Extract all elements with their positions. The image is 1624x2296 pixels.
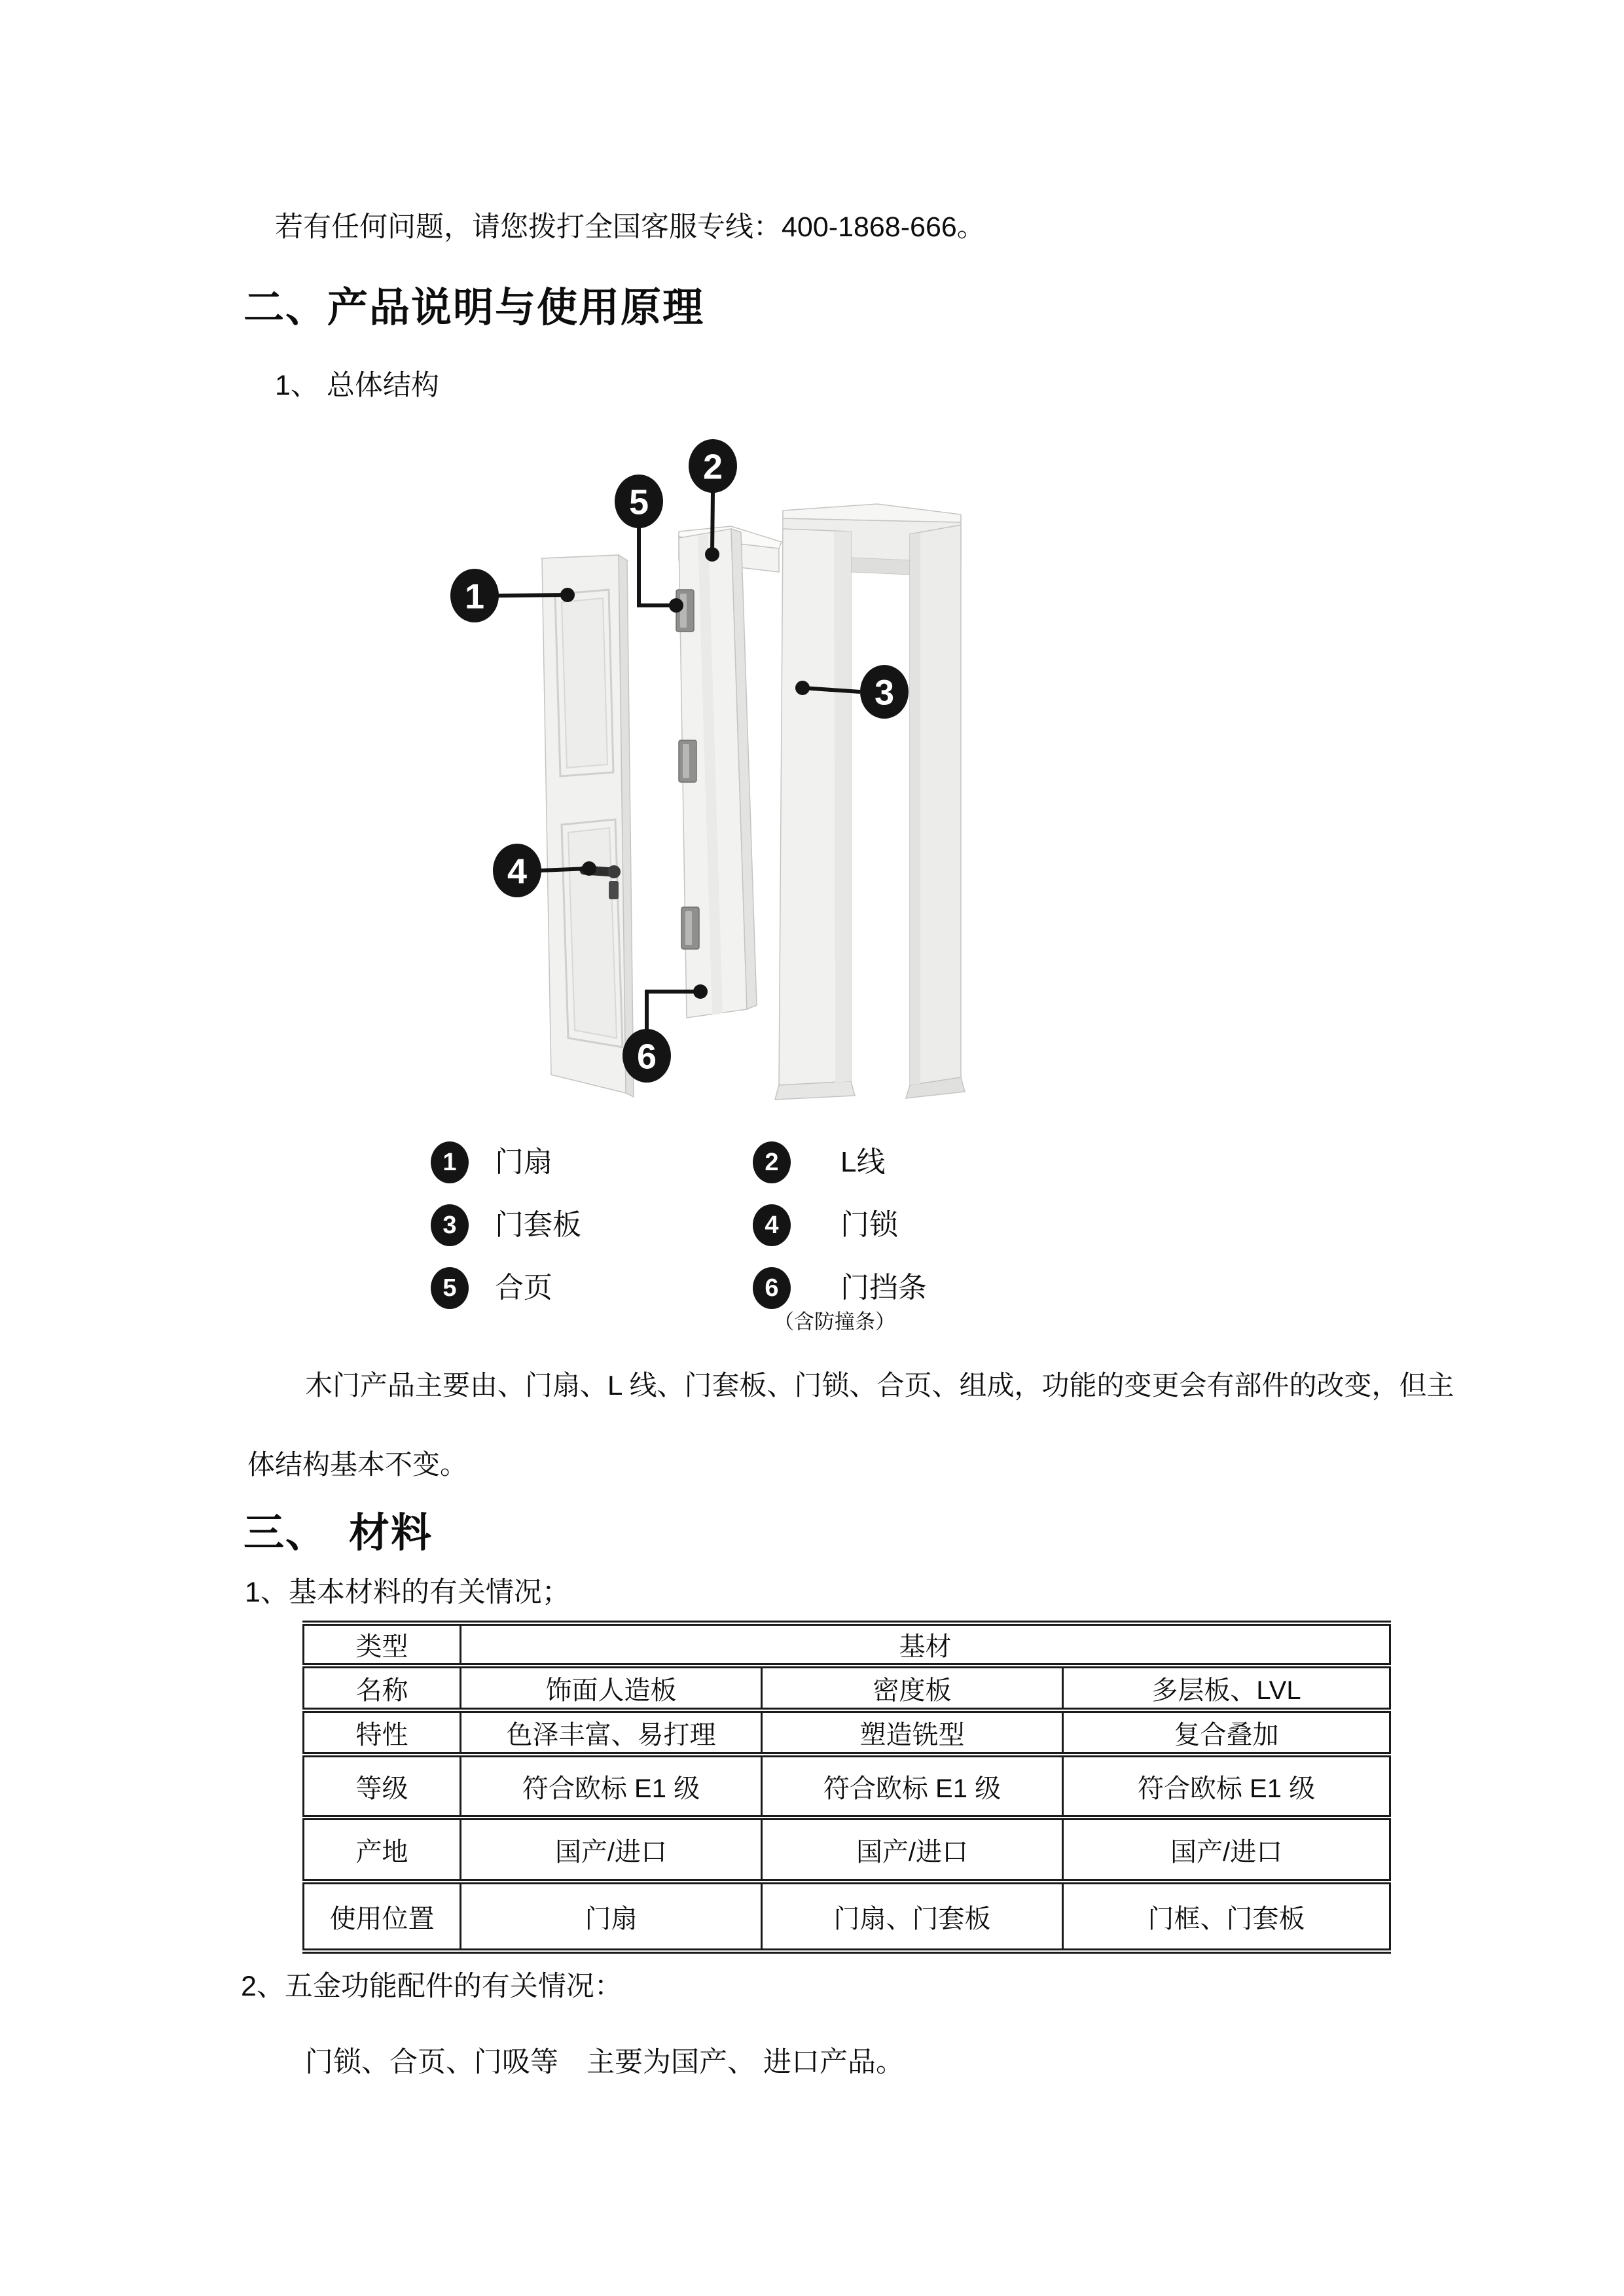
legend-num-4: 4 xyxy=(753,1204,791,1246)
table-cell-label: 等级 xyxy=(304,1755,461,1818)
legend-label-2: L线 xyxy=(840,1146,886,1178)
hinge-middle xyxy=(679,740,696,782)
table-cell: 门扇、门套板 xyxy=(762,1882,1063,1951)
legend-label-6: 门挡条 xyxy=(840,1272,927,1304)
legend-num-1: 1 xyxy=(431,1141,469,1183)
door-diagram xyxy=(393,406,982,1126)
callout-2-num: 2 xyxy=(702,447,723,487)
legend-num-3: 3 xyxy=(431,1204,469,1246)
section-material-item1: 1、基本材料的有关情况； xyxy=(245,1577,570,1608)
table-row-grade xyxy=(304,1755,1390,1818)
table-cell-label: 产地 xyxy=(304,1818,461,1882)
legend-label-3: 门套板 xyxy=(495,1209,581,1241)
table-cell: 符合欧标 E1 级 xyxy=(762,1755,1063,1818)
door-leaf xyxy=(542,555,634,1097)
legend-note-6: （含防撞条） xyxy=(774,1310,895,1333)
table-cell: 色泽丰富、易打理 xyxy=(461,1710,762,1755)
legend-num-6: 6 xyxy=(753,1267,791,1309)
section-material-heading: 三、 材料 xyxy=(244,1511,433,1556)
table-cell: 国产/进口 xyxy=(1063,1818,1390,1882)
table-cell: 门框、门套板 xyxy=(1063,1882,1390,1951)
legend-item-l-line xyxy=(753,1141,885,1183)
legend-item-casing xyxy=(431,1204,581,1246)
table-cell-type-label: 类型 xyxy=(304,1623,461,1666)
table-cell-substrate-header: 基材 xyxy=(461,1623,1390,1666)
callout-6-num: 6 xyxy=(636,1037,657,1077)
table-cell: 符合欧标 E1 级 xyxy=(1063,1755,1390,1818)
table-cell: 国产/进口 xyxy=(762,1818,1063,1882)
structure-paragraph-line1: 木门产品主要由、门扇、L 线、门套板、门锁、合页、组成，功能的变更会有部件的改变，但主 xyxy=(305,1370,1454,1401)
table-row-position xyxy=(304,1882,1390,1951)
callout-1-num: 1 xyxy=(464,577,485,617)
door-casing-frame xyxy=(775,504,965,1100)
table-row-name xyxy=(304,1666,1390,1710)
legend-label-5: 合页 xyxy=(495,1272,552,1304)
hinge-jamb-and-l-line xyxy=(676,526,782,1018)
callout-3-num: 3 xyxy=(874,673,895,713)
structure-paragraph-line2: 体结构基本不变。 xyxy=(247,1449,468,1480)
table-row-type xyxy=(304,1623,1390,1666)
section-material-item2: 2、五金功能配件的有关情况： xyxy=(241,1971,623,2002)
table-cell-label: 使用位置 xyxy=(304,1882,461,1951)
section-product-heading: 二、产品说明与使用原理 xyxy=(244,285,705,331)
table-cell: 饰面人造板 xyxy=(461,1666,762,1710)
callout-5-num: 5 xyxy=(628,482,649,522)
table-cell-label: 名称 xyxy=(304,1666,461,1710)
section-material-item2-note: 门锁、合页、门吸等 主要为国产、 进口产品。 xyxy=(305,2047,904,2078)
legend-item-hinge xyxy=(431,1267,552,1309)
table-cell: 门扇 xyxy=(461,1882,762,1951)
legend-item-door-leaf xyxy=(431,1141,552,1183)
table-cell: 密度板 xyxy=(762,1666,1063,1710)
table-cell: 国产/进口 xyxy=(461,1818,762,1882)
legend-item-door-stop xyxy=(753,1267,927,1335)
callout-4-num: 4 xyxy=(507,852,528,891)
legend-item-lock xyxy=(753,1204,898,1246)
hinge-bottom xyxy=(681,907,699,949)
legend-label-1: 门扇 xyxy=(495,1146,552,1178)
materials-table xyxy=(302,1621,1391,1954)
table-cell: 塑造铣型 xyxy=(762,1710,1063,1755)
table-cell: 符合欧标 E1 级 xyxy=(461,1755,762,1818)
legend-label-4: 门锁 xyxy=(840,1209,898,1241)
table-row-origin xyxy=(304,1818,1390,1882)
table-cell-label: 特性 xyxy=(304,1710,461,1755)
section-product-item1: 1、 总体结构 xyxy=(275,370,439,401)
table-row-feature xyxy=(304,1710,1390,1755)
table-cell: 复合叠加 xyxy=(1063,1710,1390,1755)
hotline-text: 若有任何问题，请您拨打全国客服专线：400-1868-666。 xyxy=(275,211,985,243)
legend-num-2: 2 xyxy=(753,1141,791,1183)
table-cell: 多层板、LVL xyxy=(1063,1666,1390,1710)
legend-num-5: 5 xyxy=(431,1267,469,1309)
